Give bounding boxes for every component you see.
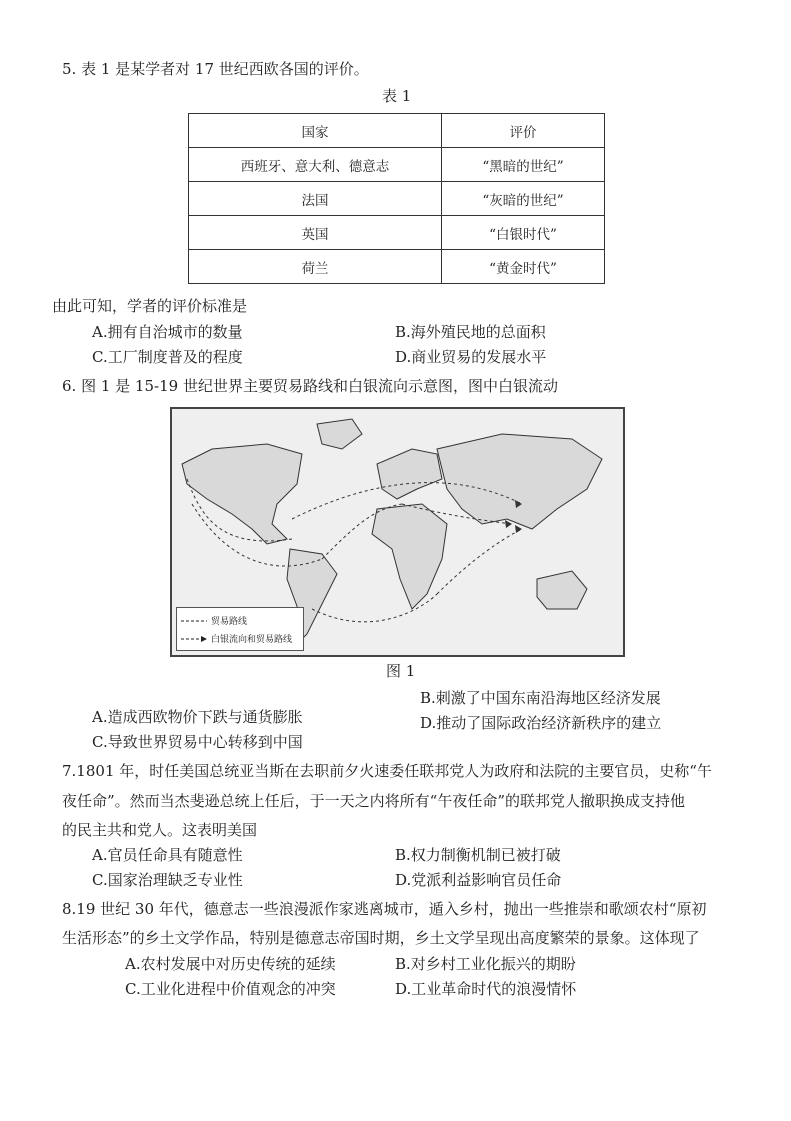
table-cell-country: 法国 [189,182,442,216]
q7-line-1: 7.1801 年，时任美国总统亚当斯在去职前夕火速委任联邦党人为政府和法院的主要官员，史称“午 [62,762,712,780]
figure-caption: 图 1 [386,662,416,680]
table-header-evaluation: 评价 [442,114,605,148]
q7-option-b[interactable]: B.权力制衡机制已被打破 [395,846,561,864]
table-cell-country: 西班牙、意大利、德意志 [189,148,442,182]
australia-shape [537,571,587,609]
africa-shape [372,504,447,609]
map-legend [176,607,304,651]
table-row [189,148,605,182]
q7-option-d[interactable]: D.党派利益影响官员任命 [395,871,562,889]
q8-option-a[interactable]: A.农村发展中对历史传统的延续 [125,955,336,973]
silver-flow-arrow [515,525,522,533]
table-cell-evaluation: “黄金时代” [442,250,605,284]
table-header-country: 国家 [189,114,442,148]
q6-option-d[interactable]: D.推动了国际政治经济新秩序的建立 [420,714,662,732]
q6-option-c[interactable]: C.导致世界贸易中心转移到中国 [92,733,303,751]
q8-option-b[interactable]: B.对乡村工业化振兴的期盼 [395,955,576,973]
q8-option-d[interactable]: D.工业革命时代的浪漫情怀 [395,980,577,998]
q5-follow: 由此可知，学者的评价标准是 [52,297,248,315]
silver-flow-arrow [505,520,512,528]
q5-stem: 5. 表 1 是某学者对 17 世纪西欧各国的评价。 [62,60,369,78]
legend-label-silver: 白银流向和贸易路线 [211,635,293,645]
q7-line-3: 的民主共和党人。这表明美国 [62,821,258,839]
q8-line-1: 8.19 世纪 30 年代，德意志一些浪漫派作家逃离城市，遁入乡村，抛出一些推崇和歌颂农村“原初 [62,900,707,918]
q7-line-2: 夜任命”。然而当杰斐逊总统上任后，于一天之内将所有“午夜任命”的联邦党人撤职换成支持他 [62,792,686,810]
q5-option-b[interactable]: B.海外殖民地的总面积 [395,323,546,341]
asia-shape [437,434,602,529]
q5-option-a[interactable]: A.拥有自治城市的数量 [92,323,243,341]
q5-option-d[interactable]: D.商业贸易的发展水平 [395,348,547,366]
q7-option-c[interactable]: C.国家治理缺乏专业性 [92,871,243,889]
table-cell-evaluation: “灰暗的世纪” [442,182,605,216]
q6-option-b[interactable]: B.刺激了中国东南沿海地区经济发展 [420,689,661,707]
evaluation-table [188,113,605,284]
table-caption: 表 1 [382,87,412,105]
table-header-row [189,114,605,148]
legend-label-trade: 贸易路线 [211,617,248,627]
table-row [189,182,605,216]
q7-option-a[interactable]: A.官员任命具有随意性 [92,846,243,864]
greenland-shape [317,419,362,449]
trade-route-line [437,529,522,594]
north-america-shape [182,444,302,544]
legend-item-silver [181,632,292,645]
table-row [189,250,605,284]
world-trade-map [170,407,625,657]
q8-option-c[interactable]: C.工业化进程中价值观念的冲突 [125,980,336,998]
table-cell-evaluation: “白银时代” [442,216,605,250]
q6-stem: 6. 图 1 是 15-19 世纪世界主要贸易路线和白银流向示意图，图中白银流动 [62,377,558,395]
q6-option-a[interactable]: A.造成西欧物价下跌与通货膨胀 [92,708,303,726]
table-cell-country: 英国 [189,216,442,250]
table-row [189,216,605,250]
dashed-line-icon [181,618,207,624]
dashed-arrow-icon [181,635,207,643]
table-cell-country: 荷兰 [189,250,442,284]
table-cell-evaluation: “黑暗的世纪” [442,148,605,182]
q8-line-2: 生活形态”的乡土文学作品，特别是德意志帝国时期，乡土文学呈现出高度繁荣的景象。这体现了 [62,929,700,947]
legend-item-trade [181,614,247,627]
europe-shape [377,449,442,499]
q5-option-c[interactable]: C.工厂制度普及的程度 [92,348,243,366]
